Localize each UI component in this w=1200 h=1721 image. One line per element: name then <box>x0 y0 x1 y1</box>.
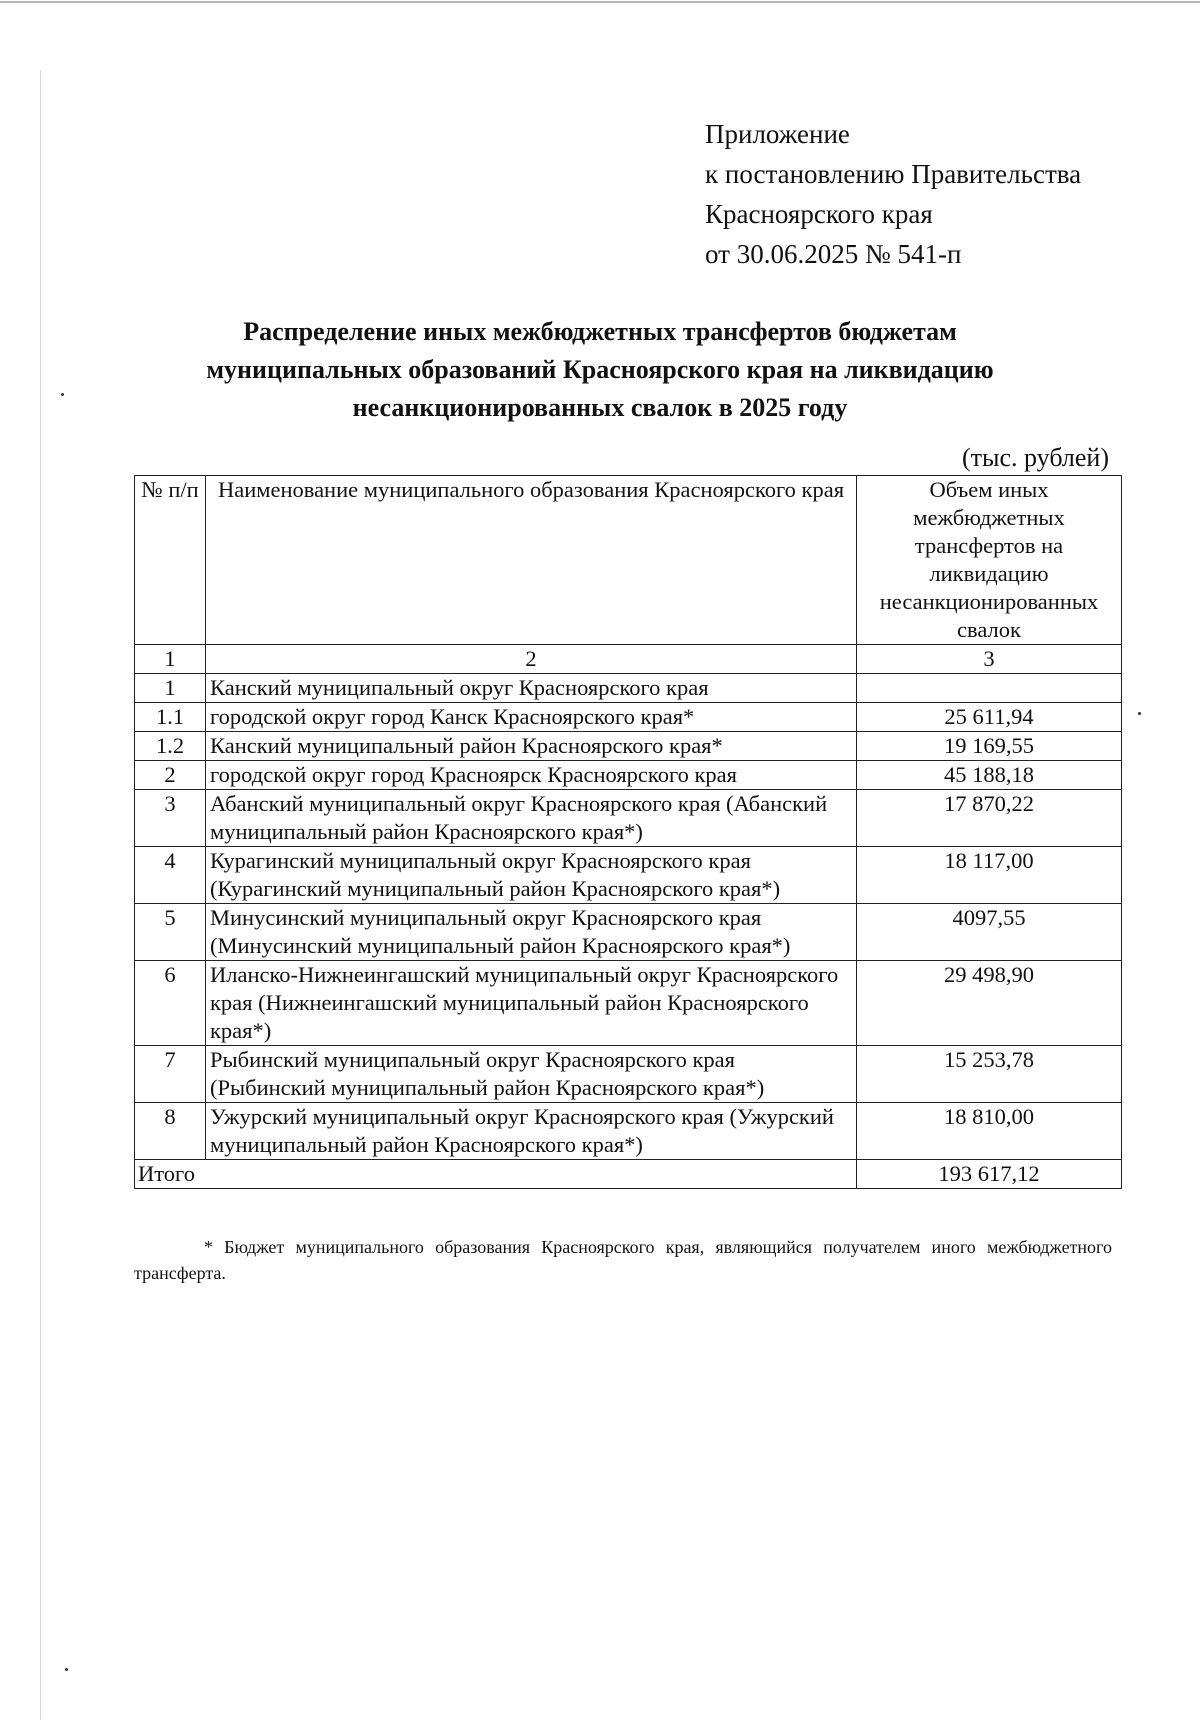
table-row <box>135 790 1122 847</box>
appendix-header <box>705 114 1081 274</box>
row-name: Рыбинский муниципальный округ Красноярского края (Рыбинский муниципальный район Красноярского края*) <box>206 1046 857 1103</box>
scan-edge-left <box>40 70 41 1720</box>
table-row <box>135 847 1122 904</box>
row-name: Иланско-Нижнеингашский муниципальный округ Красноярского края (Нижнеингашский муниципальный район Красноярского края*) <box>206 961 857 1046</box>
table-row <box>135 1046 1122 1103</box>
row-value: 18 117,00 <box>857 847 1122 904</box>
table-row <box>135 674 1122 703</box>
table-row <box>135 1103 1122 1160</box>
appendix-line: от 30.06.2025 № 541-п <box>705 239 962 269</box>
footnote <box>134 1234 1112 1286</box>
header-name: Наименование муниципального образования Красноярского края <box>206 476 857 645</box>
row-name: Канский муниципальный район Красноярского края* <box>206 732 857 761</box>
total-value: 193 617,12 <box>857 1160 1122 1189</box>
scan-edge-top <box>0 1 1200 3</box>
appendix-line: Красноярского края <box>705 199 933 229</box>
row-name: Минусинский муниципальный округ Красноярского края (Минусинский муниципальный район Красноярского края*) <box>206 904 857 961</box>
appendix-line: Приложение <box>705 119 850 149</box>
table-header-row <box>135 476 1122 645</box>
column-index: 2 <box>206 645 857 674</box>
footnote-text: * Бюджет муниципального образования Красноярского края, являющийся получателем иного межбюджетного трансферта. <box>134 1237 1112 1283</box>
table-row <box>135 732 1122 761</box>
row-value: 19 169,55 <box>857 732 1122 761</box>
total-label: Итого <box>135 1160 857 1189</box>
table-row <box>135 904 1122 961</box>
row-name: Абанский муниципальный округ Красноярского края (Абанский муниципальный район Красноярского края*) <box>206 790 857 847</box>
row-number: 1 <box>135 674 206 703</box>
row-number: 5 <box>135 904 206 961</box>
appendix-line: к постановлению Правительства <box>705 159 1082 189</box>
transfers-table <box>134 475 1122 1189</box>
row-name: Канский муниципальный округ Красноярского края <box>206 674 857 703</box>
title-line: муниципальных образований Красноярского края на ликвидацию <box>206 355 994 384</box>
title-line: несанкционированных свалок в 2025 году <box>352 393 848 422</box>
total-row <box>135 1160 1122 1189</box>
column-index: 3 <box>857 645 1122 674</box>
row-value: 15 253,78 <box>857 1046 1122 1103</box>
table-row <box>135 961 1122 1046</box>
row-name: городской округ город Канск Красноярского края* <box>206 703 857 732</box>
scan-speck <box>65 1668 68 1671</box>
column-index: 1 <box>135 645 206 674</box>
row-name: городской округ город Красноярск Красноярского края <box>206 761 857 790</box>
title-line: Распределение иных межбюджетных трансфертов бюджетам <box>243 317 957 346</box>
document-title <box>130 313 1070 427</box>
row-value: 17 870,22 <box>857 790 1122 847</box>
row-number: 8 <box>135 1103 206 1160</box>
row-number: 2 <box>135 761 206 790</box>
row-name: Курагинский муниципальный округ Красноярского края (Курагинский муниципальный район Красноярского края*) <box>206 847 857 904</box>
scan-speck <box>1138 712 1141 715</box>
row-value: 25 611,94 <box>857 703 1122 732</box>
row-number: 3 <box>135 790 206 847</box>
row-number: 1.1 <box>135 703 206 732</box>
row-value: 45 188,18 <box>857 761 1122 790</box>
row-value: 4097,55 <box>857 904 1122 961</box>
row-value: 18 810,00 <box>857 1103 1122 1160</box>
scan-speck <box>61 393 64 396</box>
column-index-row <box>135 645 1122 674</box>
row-number: 7 <box>135 1046 206 1103</box>
header-value: Объем иных межбюджетных трансфертов на ликвидацию несанкционированных свалок <box>857 476 1122 645</box>
row-value: 29 498,90 <box>857 961 1122 1046</box>
row-number: 4 <box>135 847 206 904</box>
table-row <box>135 703 1122 732</box>
row-value <box>857 674 1122 703</box>
units-label: (тыс. рублей) <box>961 443 1109 472</box>
table-row <box>135 761 1122 790</box>
row-number: 1.2 <box>135 732 206 761</box>
row-number: 6 <box>135 961 206 1046</box>
row-name: Ужурский муниципальный округ Красноярского края (Ужурский муниципальный район Красноярского края*) <box>206 1103 857 1160</box>
header-num: № п/п <box>135 476 206 645</box>
